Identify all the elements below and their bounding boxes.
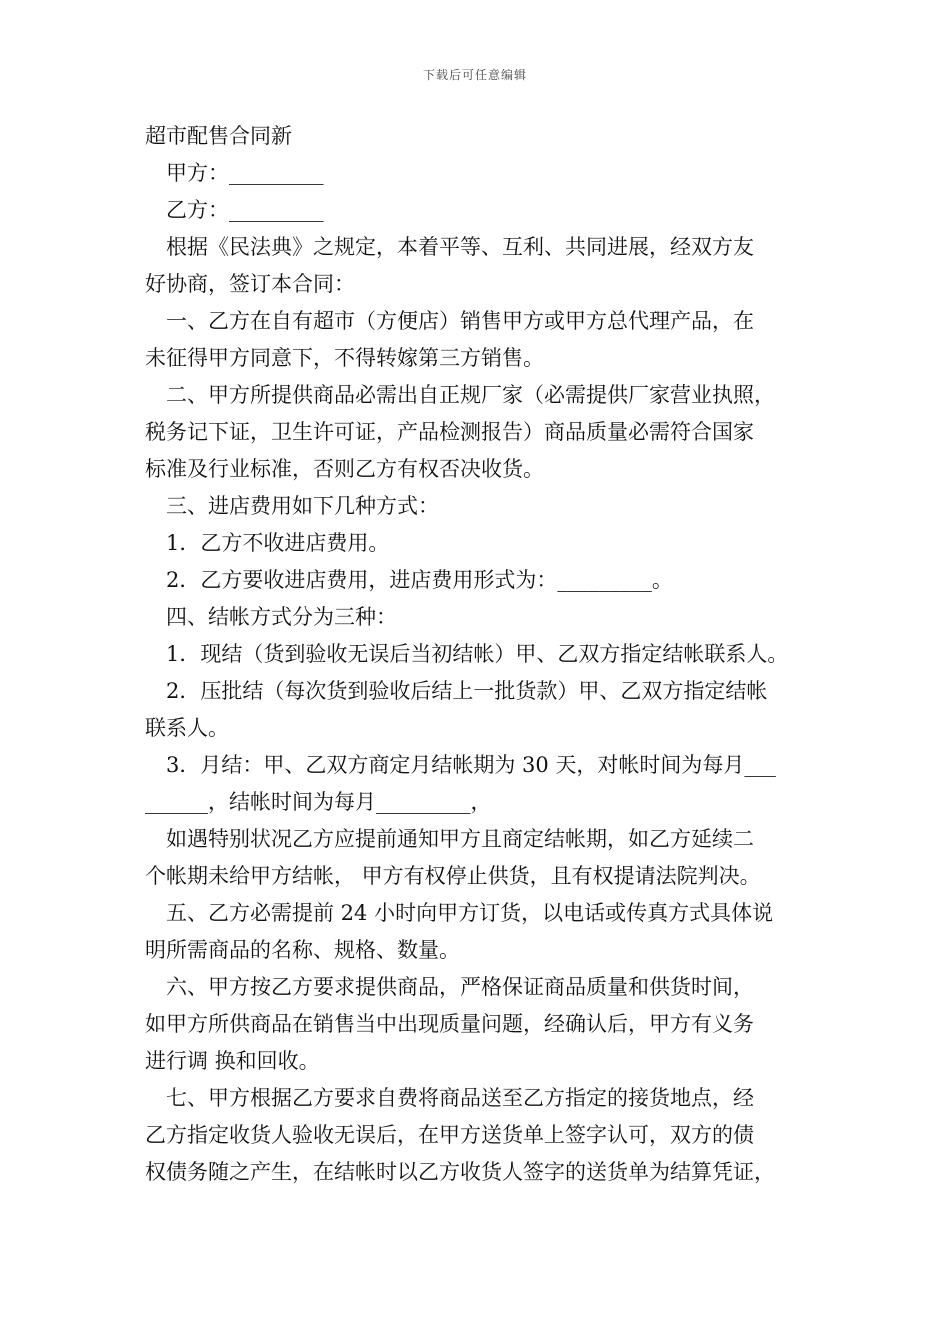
clause-2-line-1: 二、甲方所提供商品必需出自正规厂家（必需提供厂家营业执照，	[166, 383, 775, 407]
page-header-note: 下载后可任意编辑	[422, 68, 527, 82]
clause-6-line-3: 进行调 换和回收。	[145, 1049, 320, 1073]
clause-3-item-1: 1．乙方不收进店费用。	[166, 531, 390, 555]
special-case-line-1: 如遇特别状况乙方应提前通知甲方且商定结帐期，如乙方延续二	[166, 827, 754, 851]
clause-4-item-3-line-2: ______，结帐时间为每月_________，	[145, 790, 492, 814]
clause-4-item-2-line-1: 2．压批结（每次货到验收后结上一批货款）甲、乙双方指定结帐	[166, 679, 768, 703]
document-title: 超市配售合同新	[145, 124, 292, 148]
clause-4-item-1: 1．现结（货到验收无误后当初结帐）甲、乙双方指定结帐联系人。	[166, 642, 789, 666]
document-body	[145, 118, 825, 1191]
preamble-line-1: 根据《民法典》之规定，本着平等、互利、共同进展，经双方友	[166, 235, 754, 259]
special-case-line-2: 个帐期未给甲方结帐， 甲方有权停止供货，且有权提请法院判决。	[145, 864, 761, 888]
clause-7-line-3: 权债务随之产生，在结帐时以乙方收货人签字的送货单为结算凭证，	[145, 1160, 775, 1184]
party-b-line: 乙方：_________	[166, 198, 324, 222]
clause-4-item-2-line-2: 联系人。	[145, 716, 229, 740]
clause-2-line-2: 税务记下证，卫生许可证，产品检测报告）商品质量必需符合国家	[145, 420, 754, 444]
clause-4-item-3-line-1: 3．月结：甲、乙双方商定月结帐期为 30 天，对帐时间为每月___	[166, 753, 776, 777]
preamble-line-2: 好协商，签订本合同：	[145, 272, 355, 296]
clause-4-heading: 四、结帐方式分为三种：	[166, 605, 397, 629]
clause-1-line-2: 未征得甲方同意下，不得转嫁第三方销售。	[145, 346, 544, 370]
clause-3-item-2: 2．乙方要收进店费用，进店费用形式为：_________。	[166, 568, 673, 592]
party-a-line: 甲方：_________	[166, 161, 324, 185]
clause-5-line-1: 五、乙方必需提前 24 小时向甲方订货，以电话或传真方式具体说	[166, 901, 774, 925]
clause-7-line-1: 七、甲方根据乙方要求自费将商品送至乙方指定的接货地点，经	[166, 1086, 754, 1110]
clause-6-line-2: 如甲方所供商品在销售当中出现质量问题，经确认后，甲方有义务	[145, 1012, 754, 1036]
clause-6-line-1: 六、甲方按乙方要求提供商品，严格保证商品质量和供货时间，	[166, 975, 754, 999]
clause-1-line-1: 一、乙方在自有超市（方便店）销售甲方或甲方总代理产品，在	[166, 309, 754, 333]
clause-5-line-2: 明所需商品的名称、规格、数量。	[145, 938, 460, 962]
clause-2-line-3: 标准及行业标准，否则乙方有权否决收货。	[145, 457, 544, 481]
clause-7-line-2: 乙方指定收货人验收无误后，在甲方送货单上签字认可，双方的债	[145, 1123, 754, 1147]
clause-3-heading: 三、进店费用如下几种方式：	[166, 494, 439, 518]
